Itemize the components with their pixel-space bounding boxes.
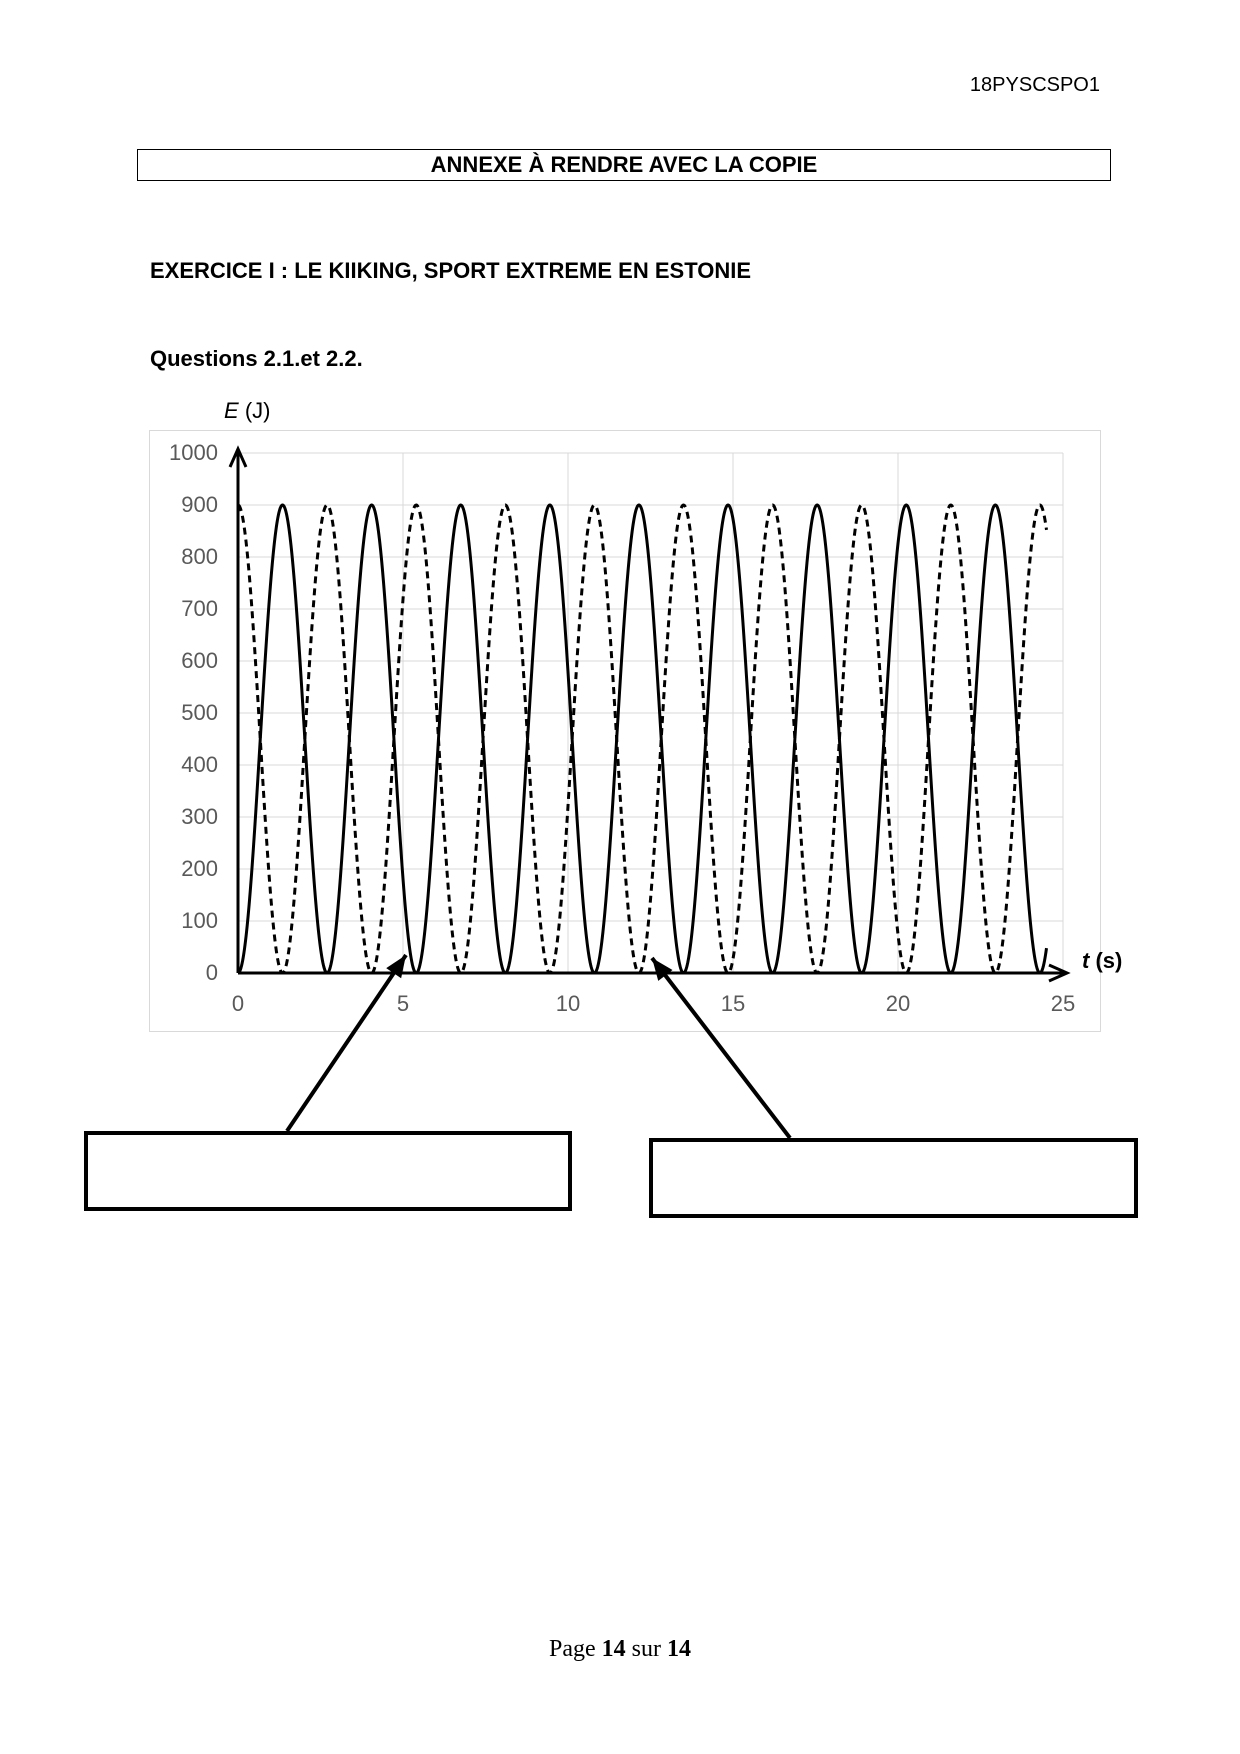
answer-box-right[interactable] <box>649 1138 1138 1218</box>
footer-prefix: Page <box>549 1636 596 1662</box>
x-axis-unit: (s) <box>1095 948 1123 973</box>
y-tick-label: 700 <box>181 596 218 621</box>
pointer-arrow-left <box>287 955 406 1131</box>
y-tick-label: 800 <box>181 544 218 569</box>
x-tick-label: 25 <box>1050 991 1076 1016</box>
y-tick-label: 600 <box>181 648 218 673</box>
y-tick-label: 200 <box>181 856 218 881</box>
x-tick-label: 5 <box>396 991 410 1016</box>
y-tick-label: 100 <box>181 908 218 933</box>
footer-page-number: 14 <box>601 1636 626 1662</box>
page-footer <box>0 1636 1240 1663</box>
y-tick-label: 300 <box>181 804 218 829</box>
pointer-arrow-left-head-icon <box>386 955 406 978</box>
footer-middle: sur <box>631 1636 661 1662</box>
y-tick-label: 1000 <box>169 440 218 465</box>
x-axis-symbol: t <box>1082 948 1090 973</box>
y-axis-symbol: E <box>224 398 239 423</box>
x-axis-label <box>1082 948 1122 974</box>
y-axis-unit: (J) <box>244 398 271 423</box>
y-tick-label: 400 <box>181 752 218 777</box>
questions-label: Questions 2.1.et 2.2. <box>150 346 363 371</box>
answer-box-left[interactable] <box>84 1131 572 1211</box>
footer-page-total: 14 <box>667 1636 691 1662</box>
y-tick-label: 500 <box>181 700 218 725</box>
exercise-title: EXERCICE I : LE KIIKING, SPORT EXTREME EN ESTONIE <box>150 258 752 283</box>
y-tick-label: 0 <box>205 960 218 985</box>
document-code: 18PYSCSPO1 <box>969 74 1100 96</box>
annex-title: ANNEXE À RENDRE AVEC LA COPIE <box>430 152 818 177</box>
x-tick-label: 0 <box>231 991 245 1016</box>
pointer-arrow-right <box>652 958 790 1138</box>
x-tick-label: 10 <box>555 991 581 1016</box>
x-tick-label: 20 <box>885 991 911 1016</box>
y-tick-label: 900 <box>181 492 218 517</box>
x-tick-label: 15 <box>720 991 746 1016</box>
